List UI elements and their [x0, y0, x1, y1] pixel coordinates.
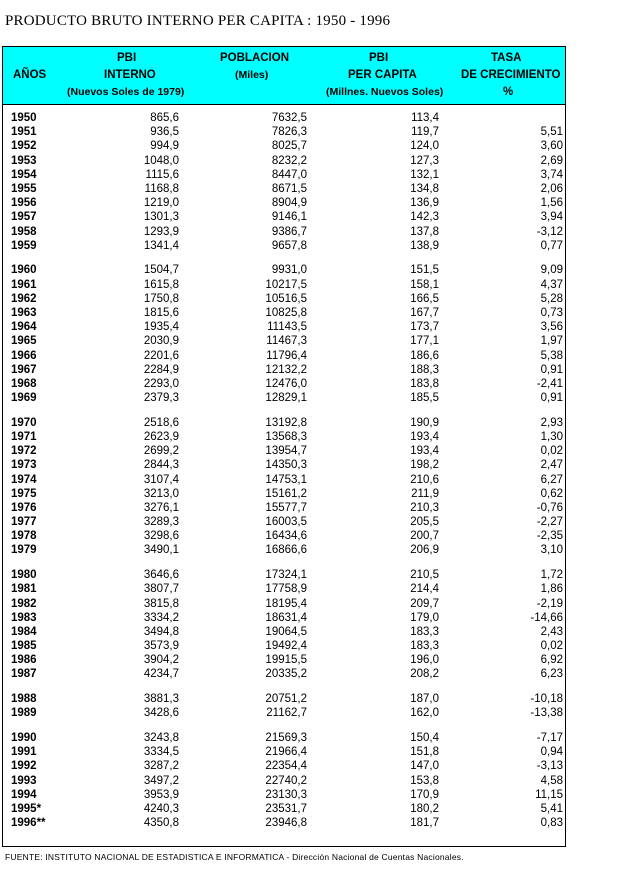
cell-poblacion: 13192,8 — [265, 416, 307, 429]
cell-pbi: 2284,9 — [143, 363, 179, 376]
cell-per-capita: 183,3 — [410, 625, 439, 638]
cell-per-capita: 170,9 — [410, 788, 439, 801]
cell-year: 1955 — [11, 182, 37, 195]
header-tasa-line2: DE CRECIMIENTO — [461, 69, 561, 81]
table-row — [3, 487, 565, 501]
cell-tasa: 0,02 — [540, 640, 563, 653]
cell-year: 1979 — [11, 544, 37, 557]
table-row — [3, 582, 565, 596]
cell-tasa: 3,60 — [540, 140, 563, 153]
cell-pbi: 3646,6 — [143, 569, 179, 582]
header-years: AÑOS — [13, 69, 47, 81]
cell-per-capita: 166,5 — [410, 292, 439, 305]
cell-poblacion: 16866,6 — [265, 544, 307, 557]
cell-per-capita: 210,5 — [410, 569, 439, 582]
header-pbi-line1: PBI — [117, 52, 137, 64]
cell-pbi: 1219,0 — [143, 197, 179, 210]
cell-poblacion: 9657,8 — [271, 239, 307, 252]
table-row — [3, 458, 565, 472]
cell-tasa: 5,41 — [540, 802, 563, 815]
header-per-capita-line1: PBI — [369, 52, 389, 64]
table-row — [3, 692, 565, 706]
cell-year: 1959 — [11, 239, 37, 252]
table-row — [3, 667, 565, 681]
cell-poblacion: 19064,5 — [265, 625, 307, 638]
cell-year: 1957 — [11, 211, 37, 224]
cell-year: 1987 — [11, 668, 37, 681]
cell-tasa: 1,97 — [540, 335, 563, 348]
cell-pbi: 2844,3 — [143, 459, 179, 472]
table-row — [3, 611, 565, 625]
cell-tasa: 6,23 — [540, 668, 563, 681]
cell-per-capita: 183,3 — [410, 640, 439, 653]
table-row — [3, 745, 565, 759]
table-row — [3, 263, 565, 277]
table-row — [3, 625, 565, 639]
cell-pbi: 2201,6 — [143, 349, 179, 362]
cell-year: 1952 — [11, 140, 37, 153]
cell-pbi: 1935,4 — [143, 321, 179, 334]
cell-year: 1994 — [11, 788, 37, 801]
cell-year: 1971 — [11, 430, 37, 443]
cell-per-capita: 209,7 — [410, 597, 439, 610]
cell-poblacion: 20335,2 — [265, 668, 307, 681]
table-row — [3, 568, 565, 582]
cell-poblacion: 18195,4 — [265, 597, 307, 610]
cell-poblacion: 9146,1 — [271, 211, 307, 224]
cell-tasa: 2,06 — [540, 182, 563, 195]
cell-per-capita: 214,4 — [410, 583, 439, 596]
cell-poblacion: 23946,8 — [265, 817, 307, 830]
cell-tasa: 0,94 — [540, 746, 563, 759]
cell-pbi: 3276,1 — [143, 501, 179, 514]
cell-tasa: 3,56 — [540, 321, 563, 334]
cell-year: 1970 — [11, 416, 37, 429]
cell-year: 1984 — [11, 625, 37, 638]
cell-poblacion: 19915,5 — [265, 654, 307, 667]
cell-year: 1961 — [11, 278, 37, 291]
cell-tasa: -2,27 — [536, 516, 563, 529]
cell-year: 1992 — [11, 760, 37, 773]
cell-poblacion: 8232,2 — [271, 154, 307, 167]
table-row — [3, 706, 565, 720]
cell-per-capita: 205,5 — [410, 516, 439, 529]
cell-per-capita: 127,3 — [410, 154, 439, 167]
cell-poblacion: 8671,5 — [271, 182, 307, 195]
cell-pbi: 2379,3 — [143, 392, 179, 405]
cell-per-capita: 162,0 — [410, 707, 439, 720]
cell-year: 1996** — [11, 817, 46, 830]
cell-per-capita: 151,5 — [410, 264, 439, 277]
table-row — [3, 416, 565, 430]
table-row — [3, 225, 565, 239]
header-per-capita-line3: (Millnes. Nuevos Soles) — [326, 86, 444, 98]
cell-year: 1988 — [11, 693, 37, 706]
cell-pbi: 3298,6 — [143, 530, 179, 543]
cell-year: 1981 — [11, 583, 37, 596]
cell-year: 1975 — [11, 487, 37, 500]
cell-tasa: 6,27 — [540, 473, 563, 486]
cell-pbi: 4350,8 — [143, 817, 179, 830]
cell-year: 1962 — [11, 292, 37, 305]
cell-per-capita: 147,0 — [410, 760, 439, 773]
table-row — [3, 639, 565, 653]
cell-pbi: 1301,3 — [143, 211, 179, 224]
header-poblacion-line2: (Miles) — [235, 69, 269, 81]
cell-per-capita: 190,9 — [410, 416, 439, 429]
table-row — [3, 320, 565, 334]
cell-pbi: 3815,8 — [143, 597, 179, 610]
cell-poblacion: 19492,4 — [265, 640, 307, 653]
cell-pbi: 4240,3 — [143, 802, 179, 815]
cell-tasa: 5,28 — [540, 292, 563, 305]
cell-poblacion: 22740,2 — [265, 774, 307, 787]
cell-pbi: 936,5 — [150, 126, 179, 139]
cell-pbi: 1168,8 — [144, 182, 179, 195]
cell-pbi: 3213,0 — [143, 487, 179, 500]
cell-year: 1956 — [11, 197, 37, 210]
cell-year: 1950 — [11, 112, 37, 124]
table-row — [3, 543, 565, 557]
cell-tasa: -14,66 — [530, 611, 563, 624]
table-row — [3, 444, 565, 458]
cell-year: 1973 — [11, 459, 37, 472]
cell-pbi: 3107,4 — [143, 473, 179, 486]
table-row — [3, 529, 565, 543]
cell-year: 1991 — [11, 746, 37, 759]
cell-per-capita: 134,8 — [410, 182, 439, 195]
cell-year: 1972 — [11, 445, 37, 458]
table-row — [3, 430, 565, 444]
cell-tasa: -2,35 — [536, 530, 563, 543]
cell-pbi: 2699,2 — [143, 445, 179, 458]
table-row — [3, 774, 565, 788]
cell-pbi: 1115,6 — [145, 168, 179, 181]
cell-poblacion: 9386,7 — [271, 225, 307, 238]
cell-per-capita: 113,4 — [411, 112, 439, 124]
cell-poblacion: 16003,5 — [265, 516, 307, 529]
cell-per-capita: 183,8 — [410, 377, 439, 390]
cell-tasa: -7,17 — [536, 732, 563, 744]
cell-tasa: 0,77 — [540, 239, 563, 252]
cell-tasa: -2,41 — [536, 377, 563, 390]
cell-pbi: 3881,3 — [143, 693, 179, 706]
cell-poblacion: 8025,7 — [271, 140, 307, 153]
cell-pbi: 2030,9 — [143, 335, 179, 348]
table-row — [3, 182, 565, 196]
cell-pbi: 1750,8 — [143, 292, 179, 305]
cell-pbi: 3490,1 — [143, 544, 179, 557]
cell-poblacion: 17324,1 — [265, 569, 307, 582]
cell-per-capita: 198,2 — [410, 459, 439, 472]
header-pbi-line3: (Nuevos Soles de 1979) — [67, 86, 185, 98]
cell-pbi: 3573,9 — [143, 640, 179, 653]
cell-year: 1995* — [11, 802, 42, 815]
cell-tasa: -0,76 — [536, 501, 563, 514]
cell-poblacion: 13568,3 — [265, 430, 307, 443]
table-row — [3, 515, 565, 529]
cell-year: 1969 — [11, 392, 37, 405]
cell-tasa: -3,12 — [536, 225, 563, 238]
cell-tasa: 5,51 — [540, 126, 563, 139]
cell-pbi: 2623,9 — [143, 430, 179, 443]
cell-poblacion: 23130,3 — [265, 788, 307, 801]
cell-poblacion: 21569,3 — [265, 732, 307, 744]
cell-pbi: 1815,6 — [143, 306, 179, 319]
cell-year: 1965 — [11, 335, 37, 348]
cell-tasa: 1,72 — [540, 569, 563, 582]
cell-poblacion: 7632,5 — [271, 112, 307, 124]
cell-pbi: 3494,8 — [143, 625, 179, 638]
cell-tasa: 1,56 — [540, 197, 563, 210]
table-row — [3, 154, 565, 168]
cell-pbi: 1504,7 — [143, 264, 179, 277]
cell-poblacion: 16434,6 — [265, 530, 307, 543]
table-row — [3, 501, 565, 515]
cell-per-capita: 210,6 — [410, 473, 439, 486]
cell-per-capita: 210,3 — [410, 501, 439, 514]
cell-tasa: 0,91 — [540, 392, 563, 405]
cell-tasa: 3,74 — [540, 168, 563, 181]
header-tasa-line1: TASA — [491, 52, 522, 64]
cell-year: 1967 — [11, 363, 37, 376]
cell-year: 1951 — [11, 126, 37, 139]
cell-poblacion: 22354,4 — [265, 760, 307, 773]
table-row — [3, 210, 565, 224]
cell-poblacion: 8904,9 — [271, 197, 307, 210]
table-row — [3, 731, 565, 745]
cell-year: 1974 — [11, 473, 37, 486]
cell-poblacion: 14753,1 — [265, 473, 307, 486]
table-row — [3, 473, 565, 487]
table-row — [3, 292, 565, 306]
cell-tasa: -3,13 — [536, 760, 563, 773]
cell-year: 1980 — [11, 569, 37, 582]
cell-year: 1966 — [11, 349, 37, 362]
cell-year: 1964 — [11, 321, 37, 334]
table-row — [3, 168, 565, 182]
cell-tasa: 0,73 — [540, 306, 563, 319]
cell-year: 1989 — [11, 707, 37, 720]
table-row — [3, 759, 565, 773]
cell-per-capita: 177,1 — [410, 335, 439, 348]
cell-tasa: 3,94 — [540, 211, 563, 224]
cell-pbi: 3428,6 — [143, 707, 179, 720]
cell-pbi: 3334,2 — [143, 611, 179, 624]
cell-pbi: 3334,5 — [143, 746, 179, 759]
cell-pbi: 3807,7 — [143, 583, 179, 596]
cell-poblacion: 12829,1 — [265, 392, 307, 405]
table-row — [3, 125, 565, 139]
cell-poblacion: 14350,3 — [265, 459, 307, 472]
cell-per-capita: 208,2 — [410, 668, 439, 681]
cell-tasa: -2,19 — [536, 597, 563, 610]
cell-year: 1993 — [11, 774, 37, 787]
table-row — [3, 239, 565, 253]
table-row — [3, 306, 565, 320]
cell-per-capita: 185,5 — [410, 392, 439, 405]
cell-year: 1960 — [11, 264, 37, 277]
table-row — [3, 139, 565, 153]
table-row — [3, 802, 565, 816]
cell-poblacion: 13954,7 — [265, 445, 307, 458]
cell-tasa: 0,62 — [540, 487, 563, 500]
cell-poblacion: 17758,9 — [265, 583, 307, 596]
table-header — [3, 47, 565, 105]
cell-poblacion: 20751,2 — [265, 693, 307, 706]
cell-per-capita: 188,3 — [410, 363, 439, 376]
cell-poblacion: 9931,0 — [271, 264, 307, 277]
cell-per-capita: 186,6 — [410, 349, 439, 362]
table-row — [3, 816, 565, 830]
cell-poblacion: 21966,4 — [265, 746, 307, 759]
header-per-capita-line2: PER CAPITA — [348, 69, 417, 81]
cell-pbi: 2518,6 — [143, 416, 179, 429]
cell-tasa: 1,86 — [540, 583, 563, 596]
cell-per-capita: 138,9 — [410, 239, 439, 252]
cell-tasa: 3,10 — [540, 544, 563, 557]
cell-pbi: 3289,3 — [143, 516, 179, 529]
cell-pbi: 1048,0 — [143, 154, 179, 167]
cell-tasa: 0,02 — [540, 445, 563, 458]
cell-tasa: 1,30 — [540, 430, 563, 443]
cell-per-capita: 158,1 — [410, 278, 439, 291]
cell-poblacion: 10516,5 — [265, 292, 307, 305]
cell-pbi: 1615,8 — [143, 278, 179, 291]
cell-per-capita: 136,9 — [410, 197, 439, 210]
cell-tasa: -13,38 — [530, 707, 563, 720]
cell-poblacion: 10217,5 — [265, 278, 307, 291]
cell-year: 1968 — [11, 377, 37, 390]
document-title: PRODUCTO BRUTO INTERNO PER CAPITA : 1950 - 1996 — [5, 13, 391, 29]
cell-poblacion: 23531,7 — [265, 802, 307, 815]
cell-pbi: 994,9 — [150, 140, 179, 153]
cell-per-capita: 211,9 — [411, 487, 439, 500]
cell-poblacion: 15161,2 — [265, 487, 307, 500]
cell-year: 1978 — [11, 530, 37, 543]
cell-poblacion: 11796,4 — [266, 349, 307, 362]
cell-tasa: -10,18 — [530, 693, 563, 706]
header-poblacion-line1: POBLACION — [220, 52, 289, 64]
header-pbi-line2: INTERNO — [104, 69, 156, 81]
cell-poblacion: 11467,3 — [266, 335, 307, 348]
cell-poblacion: 8447,0 — [271, 168, 307, 181]
cell-per-capita: 179,0 — [410, 611, 439, 624]
cell-per-capita: 142,3 — [410, 211, 439, 224]
cell-per-capita: 193,4 — [410, 445, 439, 458]
cell-poblacion: 11143,5 — [267, 321, 307, 334]
cell-year: 1990 — [11, 732, 37, 744]
cell-per-capita: 196,0 — [410, 654, 439, 667]
table-row — [3, 111, 565, 125]
cell-tasa: 0,91 — [540, 363, 563, 376]
cell-pbi: 3243,8 — [143, 732, 179, 744]
cell-year: 1986 — [11, 654, 37, 667]
cell-per-capita: 167,7 — [410, 306, 439, 319]
cell-tasa: 5,38 — [540, 349, 563, 362]
cell-year: 1963 — [11, 306, 37, 319]
table-row — [3, 391, 565, 405]
cell-poblacion: 18631,4 — [265, 611, 307, 624]
cell-tasa: 9,09 — [540, 264, 563, 277]
cell-per-capita: 200,7 — [410, 530, 439, 543]
cell-year: 1958 — [11, 225, 37, 238]
cell-year: 1985 — [11, 640, 37, 653]
cell-tasa: 2,69 — [540, 154, 563, 167]
cell-per-capita: 119,7 — [411, 126, 439, 139]
cell-pbi: 1341,4 — [143, 239, 179, 252]
cell-year: 1976 — [11, 501, 37, 514]
cell-pbi: 3904,2 — [143, 654, 179, 667]
cell-year: 1954 — [11, 168, 37, 181]
table-row — [3, 278, 565, 292]
data-table — [2, 46, 566, 847]
cell-poblacion: 12476,0 — [265, 377, 307, 390]
cell-per-capita: 206,9 — [410, 544, 439, 557]
cell-per-capita: 151,8 — [410, 746, 439, 759]
cell-tasa: 11,15 — [535, 788, 563, 801]
cell-tasa: 6,92 — [540, 654, 563, 667]
cell-year: 1982 — [11, 597, 37, 610]
table-row — [3, 349, 565, 363]
cell-year: 1977 — [11, 516, 37, 529]
cell-poblacion: 15577,7 — [265, 501, 307, 514]
table-row — [3, 363, 565, 377]
cell-poblacion: 21162,7 — [266, 707, 307, 720]
cell-pbi: 1293,9 — [143, 225, 179, 238]
cell-per-capita: 181,7 — [410, 817, 439, 830]
cell-tasa: 2,43 — [540, 625, 563, 638]
cell-poblacion: 10825,8 — [265, 306, 307, 319]
table-body — [3, 111, 565, 830]
cell-per-capita: 153,8 — [410, 774, 439, 787]
table-row — [3, 597, 565, 611]
cell-pbi: 4234,7 — [143, 668, 179, 681]
source-note: FUENTE: INSTITUTO NACIONAL DE ESTADISTICA E INFORMATICA - Dirección Nacional de Cuentas Nacionales. — [5, 852, 464, 862]
cell-per-capita: 150,4 — [410, 732, 439, 744]
table-row — [3, 788, 565, 802]
cell-tasa: 2,47 — [540, 459, 563, 472]
cell-pbi: 3287,2 — [143, 760, 179, 773]
cell-pbi: 3953,9 — [143, 788, 179, 801]
cell-tasa: 4,37 — [540, 278, 563, 291]
cell-poblacion: 12132,2 — [265, 363, 307, 376]
table-row — [3, 196, 565, 210]
table-row — [3, 334, 565, 348]
cell-per-capita: 187,0 — [410, 693, 439, 706]
cell-per-capita: 132,1 — [410, 168, 439, 181]
cell-tasa: 0,83 — [540, 817, 563, 830]
cell-per-capita: 180,2 — [410, 802, 439, 815]
cell-year: 1983 — [11, 611, 37, 624]
cell-tasa: 4,58 — [540, 774, 563, 787]
table-row — [3, 653, 565, 667]
cell-pbi: 865,6 — [150, 112, 179, 124]
header-tasa-line3: % — [503, 86, 514, 98]
cell-year: 1953 — [11, 154, 37, 167]
cell-per-capita: 124,0 — [410, 140, 439, 153]
cell-per-capita: 137,8 — [410, 225, 439, 238]
table-row — [3, 377, 565, 391]
cell-per-capita: 173,7 — [410, 321, 439, 334]
cell-pbi: 2293,0 — [143, 377, 179, 390]
cell-pbi: 3497,2 — [143, 774, 179, 787]
cell-poblacion: 7826,3 — [271, 126, 307, 139]
cell-tasa: 2,93 — [540, 416, 563, 429]
cell-per-capita: 193,4 — [410, 430, 439, 443]
